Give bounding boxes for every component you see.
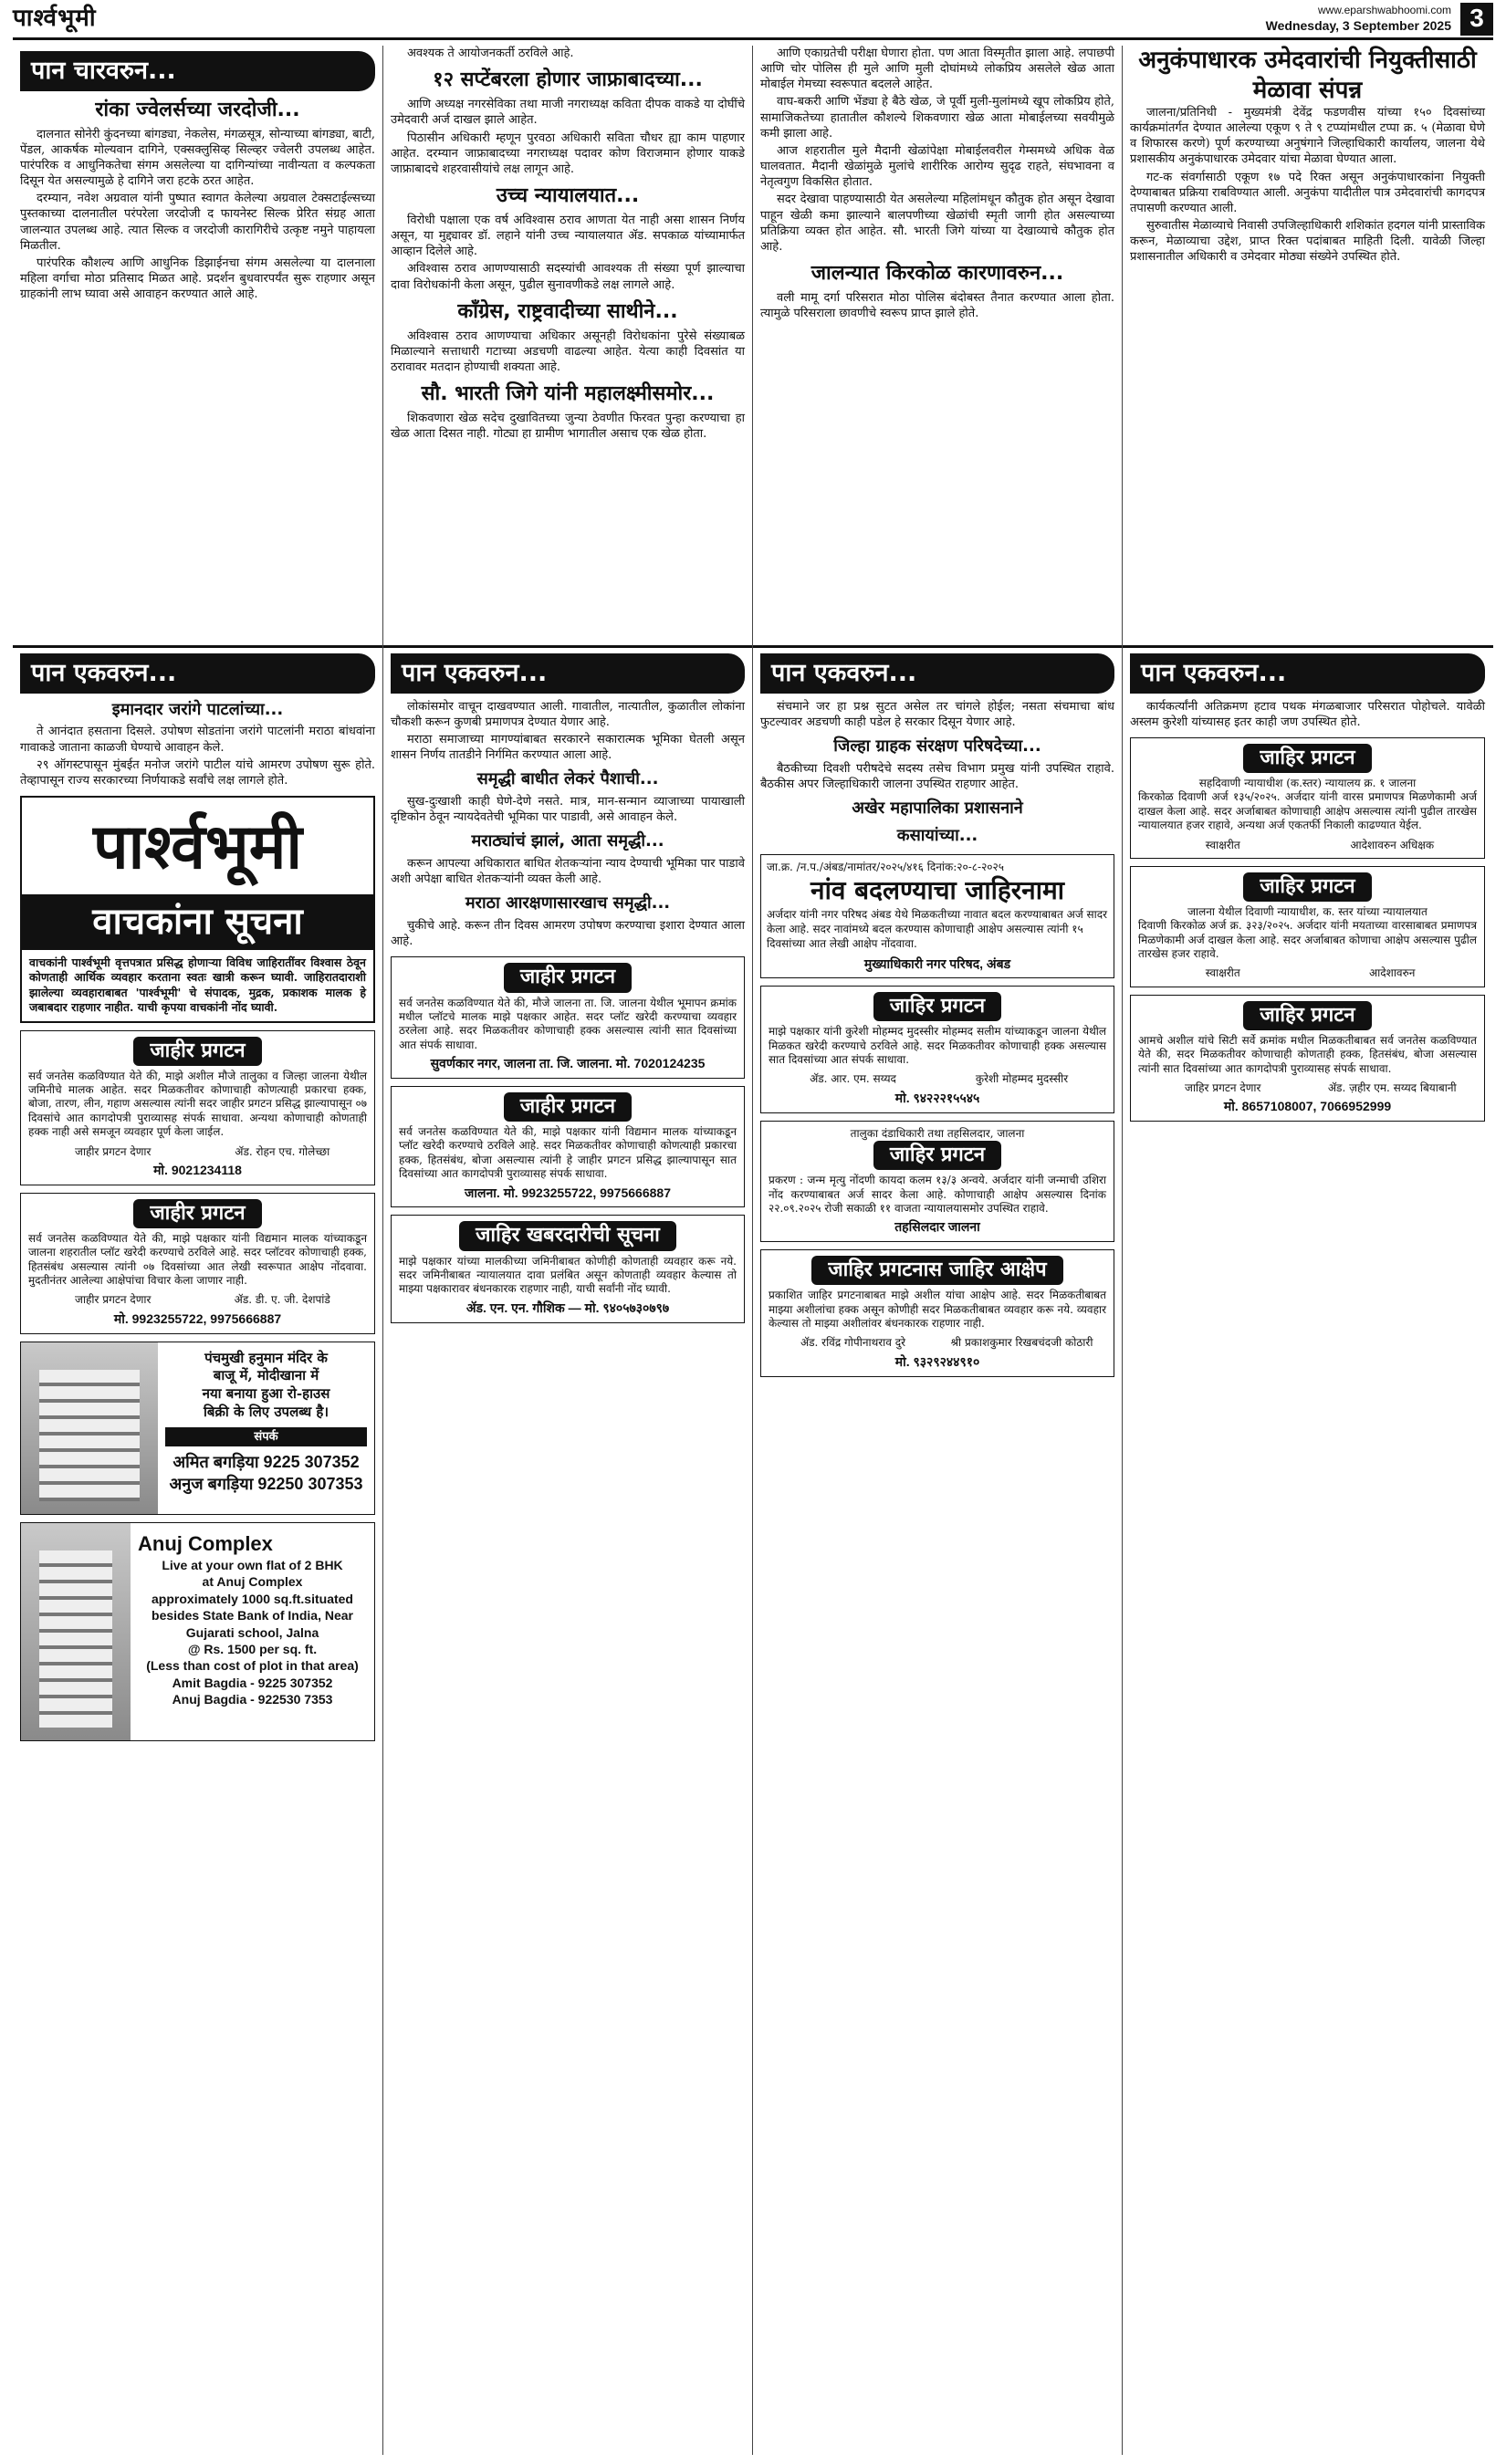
masthead [13,0,1493,40]
lower-column-1 [13,648,382,2455]
notice-title: वाचकांना सूचना [22,894,373,950]
article-para: मराठा समाजाच्या मागण्यांबाबत सरकारने सकारात्मक भूमिका घेतली असून शासन निर्णय तातडीने निर्गमित करण्यात आला आहे. [391,732,745,763]
objection-notice [760,1249,1114,1377]
ad-signature: स्वाक्षरीत [1205,838,1240,851]
article-para: सुख-दुःखाशी काही घेणे-देणे नसते. मात्र, मान-सन्मान व्याजाच्या पायाखाली दृष्टिकोन ठेवून न्यायदेवतेची भूमिका पार पाडावी, असे आवाहन केले. [391,795,745,825]
continued-banner: पान चारवरुन... [20,51,375,91]
ad-title: जाहिर खबरदारीची सूचना [459,1221,676,1250]
building-photo [21,1523,131,1740]
ad-text: माझे पक्षकार यांच्या मालकीच्या जमिनीबाबत कोणीही कोणताही व्यवहार करू नये. सदर जमिनीबाबत न्यायालयात दावा प्रलंबित असून कोणताही व्यवहार केल्यास तो माझ्या पक्षकारावर बंधनकारक राहणार नाही, याची सर्वांनी नोंद घ्यावी. [399,1254,737,1296]
notice-logo: पार्श्वभूमी [92,811,303,883]
notice-text: अर्जदार यांनी नगर परिषद अंबड येथे मिळकतीच्या नावात बदल करण्याबाबत अर्ज सादर केला आहे. सदर नावांमध्ये बदल करण्यास कोणाचाही आक्षेप असल्यास त्यांनी १५ दिवसांच्या आत लेखी आक्षेप नोंदवावा. [767,908,1108,950]
ad-phone: Anuj Bagdia - 922530 7353 [172,1692,333,1707]
lower-column-3 [752,648,1122,2455]
ad-text: सर्व जनतेस कळविण्यात येते की, मौजे जालना ता. जि. जालना येथील भूमापन क्रमांक मधील प्लॉटचे मालक माझे पक्षकार आहेत. सदर प्लॉट खरेदी करण्याचा व्यवहार ठरलेला आहे. सदर मिळकतीवर कोणाचाही हक्क असल्यास त्यांनी सात दिवसांच्या आत संपर्क साधावा. [399,996,737,1051]
article-para: कार्यकर्त्यांनी अतिक्रमण हटाव पथक मंगळबाजार परिसरात पोहोचले. यावेळी अस्लम कुरेशी यांच्यासह इतर काही जण उपस्थित होते. [1130,699,1485,729]
ad-signature: श्री प्रकाशकुमार रिखबचंदजी कोठारी [950,1336,1093,1350]
ad-phone: ॲड. एन. एन. गौशिक — मो. ९४०५७३०७९७ [465,1300,670,1315]
ad-text: प्रकरण : जन्म मृत्यु नोंदणी कायदा कलम १३/३ अन्वये. अर्जदार यांनी जन्माची उशिरा नोंद करण्याबाबत अर्ज सादर केला आहे. कोणाचाही आक्षेप असल्यास दिनांक २२.०९.२०२५ रोजी सकाळी ११ वाजता न्यायालयासमोर उपस्थित राहावे. [769,1174,1106,1215]
ad-signature: ॲड. रविंद्र गोपीनाथराव दुरे [800,1336,906,1350]
article-para: दरम्यान, नवेश अग्रवाल यांनी पुष्पात स्वागत केलेल्या अग्रवाल टेक्सटाईल्सच्या पुस्तकाच्या दालनातील परंपरेला जरदोजी द फायनेस्ट सिल्क प्रेरित संग्रह आता जालन्यात उपलब्ध आहे. त्यात सिल्क व जरदोजी कारागिरीचे उत्कृष्ट नमुने पाहायला मिळतील. [20,192,375,253]
ad-title: जाहीर प्रगटन [504,1092,632,1122]
article-headline: अखेर महापालिका प्रशासनाने [852,799,1023,818]
article-para: पारंपरिक कौशल्य आणि आधुनिक डिझाईनचा संगम असलेल्या या दालनाला महिला वर्गाचा मोठा प्रतिसाद मिळत आहे. प्रदर्शन बुधवारपर्यंत सुरू राहणार असून ग्राहकांनी लाभ घ्यावा असे आवाहन करण्यात आले आहे. [20,256,375,302]
article-para: अविश्वास ठराव आणण्यासाठी सदस्यांची आवश्यक ती संख्या पूर्ण झाल्याचा दावा विरोधकांनी केला असून, पुढील सुनावणीकडे लक्ष लागले आहे. [391,262,745,292]
article-para: ते आनंदात हसताना दिसले. उपोषण सोडतांना जरांगे पाटलांनी मराठा बांधवांना गावाकडे जाताना काळजी घेण्याचे आवाहन केले. [20,725,375,755]
article-para: पिठासीन अधिकारी म्हणून पुरवठा अधिकारी सविता चौधर ह्या काम पाहणार आहेत. दरम्यान जाफ्राबादच्या नगराध्यक्ष पदावर कोण विराजमान होणार याकडे जाफ्राबादचे शहरवासीयांचे लक्ष लागून आहे. [391,131,745,176]
ad-line: बाजू में, मोदीखाना में [213,1367,319,1384]
ad-phone: मो. ९४२२२१५५४५ [894,1090,980,1105]
top-column-3 [752,46,1122,648]
ad-text: सर्व जनतेस कळविण्यात येते की, माझे पक्षकार यांनी विद्यमान मालक यांच्याकडून जालना शहरातील प्लॉट खरेदी करण्याचे ठरविले आहे. सदर प्लॉटवर कोणाचाही हक्क, हितसंबंध असल्यास त्यांनी ०७ दिवसांच्या आत लेखी स्वरूपात आक्षेप नोंदवावा. मुदतीनंतर आलेल्या आक्षेपांचा विचार केला जाणार नाही. [28,1231,367,1287]
ad-signature: ॲड. रोहन एच. गोलेच्छा [235,1144,330,1158]
article-para: बैठकीच्या दिवशी परीषदेचे सदस्य तसेच विभाग प्रमुख यांनी उपस्थित राहावे. बैठकीस अपर जिल्हाधिकारी जालना उपस्थित राहणार आहेत. [760,761,1114,791]
ad-signature: ॲड. ज़हीर एम. सय्यद बियाबानी [1327,1081,1457,1095]
article-para: विरोधी पक्षाला एक वर्ष अविश्वास ठराव आणता येत नाही असा शासन निर्णय असून, या मुद्द्यावर डॉ. लहाने यांनी उच्च न्यायालयात ॲड. सपकाळ यांच्यामार्फत आव्हान दिलेले आहे. [391,214,745,259]
top-column-2 [382,46,752,648]
reader-notice [20,796,375,1023]
article-para: वली मामू दर्गा परिसरात मोठा पोलिस बंदोबस्त तैनात करण्यात आला होता. त्यामुळे परिसराला छावणीचे स्वरूप प्राप्त झाले होते. [760,291,1114,321]
ad-phone: Amit Bagdia - 9225 307352 [172,1675,333,1690]
ad-header: जालना येथील दिवाणी न्यायाधीश, क. स्तर यांच्या न्यायालयात [1187,905,1428,919]
top-section [13,46,1493,648]
ad-text: माझे पक्षकार यांनी कुरेशी मोहम्मद मुदस्सीर मोहम्मद सलीम यांच्याकडून जालना येथील मिळकत खरेदी करण्याचे ठरविले आहे. सदर मिळकतीवर कोणाचाही हक्क असल्यास सात दिवसांच्या आत संपर्क साधावा. [769,1025,1106,1067]
page-number: 3 [1460,3,1493,36]
article-para: गट-क संवर्गासाठी एकूण १७ पदे रिक्त असून अनुकंपाधारकांना नियुक्ती देण्याबाबत प्रक्रिया राबविण्यात आली. अनुकंपा यादीतील पात्र उमेदवारांची कागदपत्र तपासणी करण्यात आली. [1130,170,1485,215]
article-headline: रांका ज्वेलर्सच्या जरदोजी... [95,98,300,121]
ad-signature: ॲड. आर. एम. सय्यद [810,1072,896,1086]
ad-phone: मो. ९३२९२४४९१० [894,1353,980,1369]
classified-ad [391,956,745,1079]
ad-line: पंचमुखी हनुमान मंदिर के [204,1349,328,1366]
lower-column-2 [382,648,752,2455]
article-para: २९ ऑगस्टपासून मुंबईत मनोज जरांगे पाटील यांचे आमरण उपोषण सुरू होते. तेव्हापासून राज्य सरकारच्या निर्णयाकडे सर्वांचे लक्ष लागले होते. [20,757,375,788]
lower-column-4 [1122,648,1492,2455]
ad-signature: कुरेशी मोहम्मद मुदस्सीर [975,1072,1069,1086]
court-notice [1130,737,1485,859]
ad-signature: जाहिर प्रगटन देणार [1185,1081,1261,1095]
ad-text: किरकोळ दिवाणी अर्ज १३५/२०२५. अर्जदार यांनी वारस प्रमाणपत्र मिळणेकामी अर्ज दाखल केला आहे. सदर अर्जाबाबत कोणाचाही आक्षेप असल्यास त्यांनी पुढील तारखेस न्यायालयात हजर राहावे, अन्यथा अर्ज एकतर्फी निकाली काढण्यात येईल. [1138,790,1477,832]
article-headline: सौ. भारती जिगे यांनी महालक्ष्मीसमोर... [421,382,715,406]
ad-phone: अमित बगड़िया 9225 307352 [173,1452,360,1471]
issue-date: Wednesday, 3 September 2025 [1265,18,1451,34]
classified-ad [760,1121,1114,1243]
ad-text: सर्व जनतेस कळविण्यात येते की, माझे अशील मौजे तालुका व जिल्हा जालना येथील जमिनीचे मालक आहेत. सदर मिळकतीवर कोणाचाही कोणत्याही प्रकारचा हक्क, बोजा, तारण, लीन, गहाण असल्यास त्यांनी सदर जाहीर प्रगटन प्रसिद्ध झाल्यापासून ०७ दिवसांचे आत कागदोपत्री पुराव्यासह संपर्क साधावा. अन्यथा कोणाचाही कोणताही हक्क नाही असे समजून व्यवहार पूर्ण केला जाईल. [28,1069,367,1139]
ad-title: जाहिर प्रगटनास जाहिर आक्षेप [811,1256,1062,1285]
contact-label: संपर्क [165,1427,367,1446]
article-para: सुरुवातीस मेळाव्याचे निवासी उपजिल्हाधिकारी शशिकांत हदगल यांनी प्रास्ताविक करून, मेळाव्याचा उद्देश, प्राप्त रिक्त पदांबाबत माहिती दिली. यावेळी जिल्हा प्रशासनातील अधिकारी व उमेदवार मोठ्या संख्येने उपस्थित होते. [1130,219,1485,265]
logo: पार्श्वभूमी [13,5,97,33]
court-notice [1130,866,1485,987]
ad-text: दिवाणी किरकोळ अर्ज क्र. ३२३/२०२५. अर्जदार यांनी मयताच्या वारसाबाबत प्रमाणपत्र मिळणेकामी अर्ज दाखल केला आहे. सदर अर्जाबाबत कोणाचा आक्षेप असल्यास पुढील तारखेस हजर राहावे. [1138,919,1477,961]
ad-signature: जाहीर प्रगटन देणार [75,1144,152,1158]
ad-title: जाहीर प्रगटन [133,1199,261,1228]
article-para: दालनात सोनेरी कुंदनच्या बांगड्या, नेकलेस, मंगळसूत्र, सोन्याच्या बांगड्या, बाटी, पेंडल, आकर्षक मोल्यवान दागिने, एक्सक्लुसिव्ह सिल्व्हर ज्वेलरी उपलब्ध आहेत. पारंपरिक व आधुनिकतेचा संगम असलेल्या या दागिन्यांच्या नावीन्यता व कल्पकता दिसून येत असल्यामुळे हे दागिने जरा हटके ठरत आहेत. [20,127,375,189]
ad-title: जाहीर प्रगटन [504,963,632,992]
ad-signature: जाहीर प्रगटन देणार [75,1293,152,1307]
article-para: वाघ-बकरी आणि भेंड्या हे बैठे खेळ, जे पूर्वी मुली-मुलांमध्ये खूप लोकप्रिय होते, सामाजिकतेच्या हातातील कौशल्ये शिकवणारा खेळ आता मोबाईलच्या सवयीमुळे कमी झाला आहे. [760,95,1114,141]
article-para: आणि अध्यक्ष नगरसेविका तथा माजी नगराध्यक्ष कविता दीपक वाकडे या दोघींचे उमेदवारी अर्ज दाखल झाले आहेत. [391,98,745,128]
classified-ad [20,1193,375,1334]
website[interactable]: www.eparshwabhoomi.com [1317,3,1451,16]
ad-title: जाहिर प्रगटन [873,992,1001,1021]
classified-ad [760,986,1114,1113]
article-headline: कसायांच्या... [896,825,978,845]
house-photo [21,1342,158,1514]
ad-signature: आदेशावरुन अधिक्षक [1350,838,1435,851]
notice-ref: जा.क्र. /न.प./अंबड/नामांतर/२०२५/४१६ दिनांक:२०-८-२०२५ [767,860,1005,873]
article-headline: इमानदार जरांगे पाटलांच्या... [111,699,284,719]
classified-ad [391,1086,745,1208]
article-headline: समृद्धी बाधीत लेकरं पैशाची... [476,769,659,789]
article-para: शिकवणारा खेळ सदेच दुखावितच्या जुन्या ठेवणीत फिरवत पुन्हा करण्याचा हा खेळ आता दिसत नाही. गोट्या हा ग्रामीण भागातील असाच एक खेळ होता. [391,412,745,442]
ad-phone: जालना. मो. 9923255722, 9975666887 [465,1185,671,1200]
article-para: सदर देखावा पाहण्यासाठी येत असलेल्या महिलांमधून कौतुक होत असून देखावा पाहून खेळी कमा झाल्याने बालपणीच्या खेळांची स्मृती जागी होत असल्याच्या प्रतिक्रिया व्यक्त होत आहेत. सौ. भारती जिगे यांच्या या देखाव्याचे कौतुक होत आहे. [760,193,1114,254]
ad-signature: आदेशावरुन [1369,966,1416,980]
ad-title: जाहिर प्रगटन [1243,872,1371,902]
ad-line: (Less than cost of plot in that area) [146,1658,359,1674]
article-para: अविश्वास ठराव आणण्याचा अधिकार असूनही विरोधकांना पुरेसे संख्याबळ मिळाल्याने सत्ताधारी गटाच्या अडचणी वाढल्या आहेत. येत्या काही दिवसांत या ठरावावर मतदान होण्याची शक्यता आहे. [391,329,745,375]
caution-notice [391,1215,745,1322]
article-para: लोकांसमोर वाचून दाखवण्यात आली. गावातील, नात्यातील, कुळातील लोकांना चौकशी करून कुणबी प्रमाणपत्र देण्यात येणार आहे. [391,699,745,729]
ad-title: Anuj Complex [138,1531,273,1555]
ad-text: आमचे अशील यांचे सिटी सर्वे क्रमांक मधील मिळकतीबाबत सर्व जनतेस कळविण्यात येते की, सदर मिळकतीवर कोणाचाही कोणताही हक्क, हितसंबंध, बोजा असल्यास त्यांनी सात दिवसांच्या आत कागदोपत्री पुराव्यासह संपर्क साधावा. [1138,1034,1477,1075]
notice-text: वाचकांनी पार्श्वभूमी वृत्तपत्रात प्रसिद्ध होणाऱ्या विविध जाहिरातींवर विश्वास ठेवून कोणताही आर्थिक व्यवहार करताना स्वतः खात्री करून घ्यावी. जाहिरातदाराशी झालेल्या व्यवहाराबाबत 'पार्श्वभूमी' चे संपादक, मुद्रक, प्रकाशक मालक हे जबाबदार राहणार नाहीत. याची कृपया वाचकांनी नोंद घ्यावी. [29,955,366,1015]
classified-ad [20,1030,375,1185]
article-para: चुकीचे आहे. करून तीन दिवस आमरण उपोषण करण्याचा इशारा देण्यात आला आहे. [391,919,745,949]
lead-headline: अनुकंपाधारक उमेदवारांची नियुक्तीसाठी मेळावा संपन्न [1138,47,1477,104]
continued-banner: पान एकवरुन... [391,653,745,694]
ad-phone: सुवर्णकार नगर, जालना ता. जि. जालना. मो. 7020124235 [430,1056,706,1071]
article-para: करून आपल्या अधिकारात बाधित शेतकऱ्यांना न्याय देण्याची भूमिका पार पाडावे अशी अपेक्षा बाधित शेतकऱ्यांनी व्यक्त केली आहे. [391,857,745,887]
ad-line: Live at your own flat of 2 BHK [162,1557,343,1572]
notice-signature: मुख्याधिकारी नगर परिषद, अंबड [863,955,1011,971]
ad-header: तालुका दंडाधिकारी तथा तहसिलदार, जालना [850,1126,1025,1140]
ad-signature: तहसिलदार जालना [894,1219,980,1235]
ad-signature: स्वाक्षरीत [1205,966,1240,980]
ad-phone: अनुज बगड़िया 92250 307353 [169,1474,363,1493]
continued-banner: पान एकवरुन... [1130,653,1485,694]
ad-phone: मो. 9021234118 [153,1162,242,1177]
ad-text: प्रकाशित जाहिर प्रगटनाबाबत माझे अशील यांचा आक्षेप आहे. सदर मिळकतीबाबत माझ्या अशीलांचा हक्क असून कोणीही सदर मिळकतीबाबत व्यवहार करू नये. व्यवहार केल्यास तो माझ्या अशीलांवर बंधनकारक राहणार नाही. [769,1289,1106,1331]
article-headline: उच्च न्यायालयात... [496,183,640,207]
rowhouse-ad [20,1342,375,1515]
top-column-1 [13,46,382,648]
complex-ad [20,1522,375,1741]
ad-phone: मो. 8657108007, 7066952999 [1223,1099,1392,1114]
ad-line: approximately 1000 sq.ft.situated besides State Bank of India, Near Gujarati school, Jalna [152,1591,353,1640]
article-para: अवश्यक ते आयोजनकर्ती ठरविले आहे. [407,47,574,60]
ad-header: सहदिवाणी न्यायाधीश (क.स्तर) न्यायालय क्र. १ जालना [1198,777,1417,790]
article-headline: जालन्यात किरकोळ कारणावरुन... [811,262,1064,286]
article-headline: जिल्हा ग्राहक संरक्षण परिषदेच्या... [833,736,1041,756]
classified-ad [1130,995,1485,1122]
continued-banner: पान एकवरुन... [20,653,375,694]
ad-title: जाहिर प्रगटन [873,1141,1001,1170]
top-column-4 [1122,46,1492,648]
ad-phone: मो. 9923255722, 9975666887 [113,1310,282,1326]
notice-title: नांव बदलण्याचा जाहिरनामा [811,875,1064,906]
continued-banner: पान एकवरुन... [760,653,1114,694]
ad-line: @ Rs. 1500 per sq. ft. [187,1642,318,1656]
ad-text: सर्व जनतेस कळविण्यात येते की, माझे पक्षकार यांनी विद्यमान मालक यांच्याकडून प्लॉट खरेदी करण्याचे ठरविले आहे. सदर मिळकतीवर कोणाचाही कोणत्याही प्रकारचा हक्क, हितसंबंध, बोजा असल्यास त्यांनी हे जाहीर प्रगटन प्रसिद्ध झाल्यापासून सात दिवसांच्या आत कागदोपत्री पुराव्यासह संपर्क साधावा. [399,1125,737,1181]
article-headline: मराठा आरक्षणासारखाच समृद्धी... [465,893,671,914]
article-para: आणि एकाग्रतेची परीक्षा घेणारा होता. पण आता विस्मृतीत झाला आहे. लपाछपी आणि चोर पोलिस ही मुले आणि मुली दोघांमध्ये लोकप्रिय असलेले खेळ आता मोबाईल गेमच्या स्वरूपात बदलले आहेत. [760,47,1114,92]
article-headline: १२ सप्टेंबरला होणार जाफ्राबादच्या... [433,68,703,92]
name-change-notice [760,854,1114,979]
ad-line: नया बनाया हुआ रो-हाउस [202,1385,330,1403]
ad-line: बिक्री के लिए उपलब्ध है। [203,1404,329,1421]
ad-title: जाहिर प्रगटन [1243,744,1371,773]
article-para: संचमाने जर हा प्रश्न सुटत असेल तर चांगले होईल; नसता संचमाचा बांध फुटल्यावर अडचणी काही पडेल हे सरकार दिसून येणार आहे. [760,699,1114,729]
ad-signature: ॲड. डी. ए. जी. देशपांडे [234,1293,330,1307]
lower-section [13,648,1493,2455]
ad-title: जाहिर प्रगटन [1243,1001,1371,1030]
article-para: आज शहरातील मुले मैदानी खेळांपेक्षा मोबाईलवरील गेम्समध्ये अधिक वेळ घालवतात. मैदानी खेळांमुळे मुलांचे शारीरिक आरोग्य सुदृढ राहते, संघभावना व नेतृत्वगुण विकसित होतात. [760,143,1114,190]
article-headline: मराठ्यांचं झालं, आता समृद्धी... [471,831,664,851]
ad-line: at Anuj Complex [202,1574,303,1590]
ad-title: जाहीर प्रगटन [133,1037,261,1066]
article-headline: काँग्रेस, राष्ट्रवादीच्या साथीने... [457,299,678,323]
article-para: जालना/प्रतिनिधी - मुख्यमंत्री देवेंद्र फडणवीस यांच्या १५० दिवसांच्या कार्यक्रमांतर्गत देण्यात आलेल्या एकूण ९ ते ९ टप्प्यांमधील टप्पा क्र. ५ (मेळावा घेणे व शिफारस करणे) पूर्ण करण्याच्या अनुषंगाने जिल्हाधिकारी कार्यालय, जालना येथे प्रशासकीय अनुकंपाधारक उमेदवार यांचा मेळावा घेण्यात आला. [1130,106,1485,167]
